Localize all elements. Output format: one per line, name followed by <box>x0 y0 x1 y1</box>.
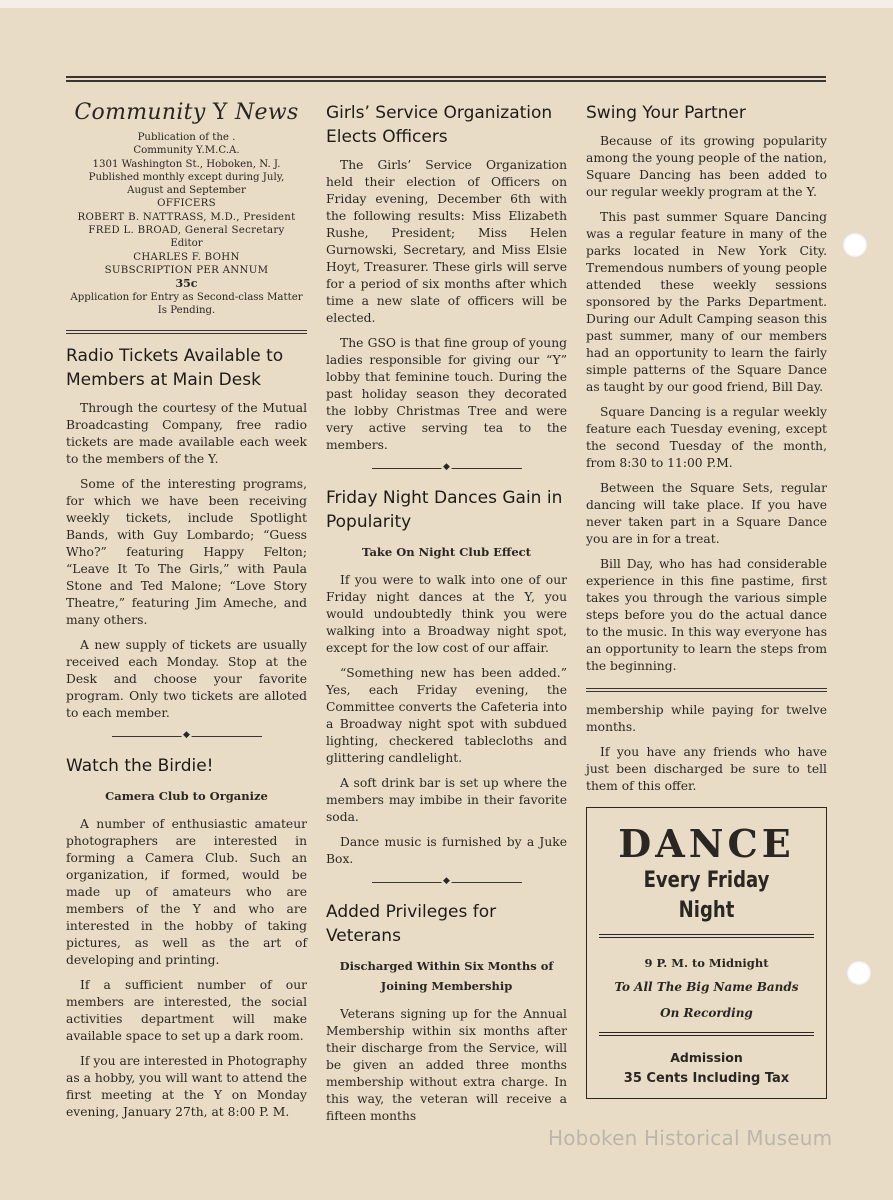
swing-paragraph: Square Dancing is a regular weekly feature each Tuesday evening, except the second Tuesday of the month, from 8:30 to 11:00 P.M. <box>586 405 827 470</box>
veterans-paragraph: Veterans signing up for the Annual Membership within six months after their discharge from the Service, will be given an added three months membership without extra charge. In this way, the veteran will receive a fifteen months <box>326 1007 567 1123</box>
subscription-price: 35c <box>175 277 198 291</box>
binder-hole <box>842 232 868 258</box>
masthead <box>66 99 307 317</box>
swing-paragraph: Because of its growing popularity among the young people of the nation, Square Dancing has been added to our regular weekly program at the Y. <box>586 134 827 199</box>
birdie-paragraph: If a sufficient number of our members are interested, the social activities department will make available space to set up a dark room. <box>66 978 307 1044</box>
masthead-title-news: News <box>234 100 299 125</box>
friday-heading: Friday Night Dances Gain in Popularity <box>326 488 563 532</box>
birdie-paragraph: If you are interested in Photography as a hobby, you will want to attend the first meeting at the Y on Monday evening, January 27th, at 8:00 P. M. <box>66 1054 307 1120</box>
ornament-divider <box>372 878 522 888</box>
masthead-line: Community Y.M.C.A. <box>133 145 240 157</box>
diamond-ornament-icon: ◆ <box>443 462 450 472</box>
ad-recording-line: On Recording <box>660 1006 753 1020</box>
masthead-title-community: Community <box>74 100 206 125</box>
secretary-line: FRED L. BROAD, General Secretary <box>88 225 285 237</box>
masthead-line: August and September <box>127 185 246 197</box>
birdie-heading: Watch the Birdie! <box>66 756 214 777</box>
friday-paragraph: If you were to walk into one of our Friday night dances at the Y, you would undoubtedly think you were walking into a Broadway night spot, except for the low cost of our affair. <box>326 573 567 655</box>
veterans-heading: Added Privileges for Veterans <box>326 902 497 946</box>
ad-bands-line: To All The Big Name Bands <box>614 980 799 994</box>
ad-title: DANCE <box>618 821 795 866</box>
top-double-rule <box>66 76 826 78</box>
friday-paragraph: Dance music is furnished by a Juke Box. <box>326 835 567 866</box>
gso-paragraph: The Girls’ Service Organization held their election of Officers on Friday evening, December 6th with the following results: Miss Elizabeth Rushe, President; Miss Helen Gurnowski, Secretary, and Miss Elsie Hoyt, Treasurer. These girls will serve for a period of six months after which time a new slate of officers will be elected. <box>326 158 567 325</box>
watermark-text: Hoboken Historical Museum <box>548 1126 833 1150</box>
dance-advertisement <box>586 807 827 1099</box>
ad-price: 35 Cents Including Tax <box>623 1071 790 1086</box>
gso-paragraph: The GSO is that fine group of young ladies responsible for giving our “Y” lobby that feminine touch. During the past holiday season they decorated the lobby Christmas Tree and were very active serving tea to the members. <box>326 336 567 452</box>
ad-rule <box>599 934 814 938</box>
section-divider <box>66 330 307 334</box>
ad-admission-label: Admission <box>670 1050 743 1065</box>
officers-heading: OFFICERS <box>157 198 216 210</box>
radio-paragraph: Some of the interesting programs, for which we have been receiving weekly tickets, include Spotlight Bands, with Guy Lombardo; “Guess Who?” featuring Happy Felton; “Leave It To The Girls,” with Paula Stone and Ted Malone; “Love Story Theatre,” featuring Jim Ameche, and many others. <box>66 477 307 628</box>
ornament-divider <box>112 732 262 742</box>
ornament-divider <box>372 464 522 474</box>
column-right <box>586 95 827 1099</box>
ad-time: 9 P. M. to Midnight <box>644 956 769 970</box>
masthead-line: Publication of the . <box>137 132 236 143</box>
masthead-title-y: Y <box>212 100 228 125</box>
masthead-line: 1301 Washington St., Hoboken, N. J. <box>92 158 281 170</box>
ad-rule <box>599 1032 814 1036</box>
swing-paragraph: Between the Square Sets, regular dancing will take place. If you have never taken part in a Square Dance you are in for a treat. <box>586 481 827 546</box>
scan-top-strip <box>0 0 893 8</box>
binder-hole <box>846 960 872 986</box>
subscription-label: SUBSCRIPTION PER ANNUM <box>104 264 269 276</box>
radio-paragraph: A new supply of tickets are usually received each Monday. Stop at the Desk and choose your favorite program. Only two tickets are alloted to each member. <box>66 638 307 721</box>
birdie-paragraph: A number of enthusiastic amateur photographers are interested in forming a Camera Club. Such an organization, if formed, would be made up of amateurs who are members of the Y and who are interested in the hobby of taking pictures, as well as the art of developing and printing. <box>66 817 307 968</box>
column-middle <box>326 95 567 1133</box>
veterans-continued-paragraph: If you have any friends who have just been discharged be sure to tell them of this offer. <box>586 745 827 793</box>
veterans-continued-paragraph: membership while paying for twelve months. <box>586 703 827 734</box>
masthead-title <box>66 99 307 127</box>
ad-subtitle: Every Friday Night <box>643 868 770 923</box>
friday-subheading: Take On Night Club Effect <box>362 545 531 559</box>
swing-paragraph: This past summer Square Dancing was a regular feature in many of the parks located in New York City. Tremendous numbers of young people attended these weekly sessions sponsored by the Parks Department. During our Adult Camping season this past summer, many of our members had an opportunity to learn the fairly simple patterns of the Square Dance as taught by our good friend, Bill Day. <box>586 210 827 394</box>
masthead-line: Published monthly except during July, <box>88 171 285 183</box>
application-note: Application for Entry as Second-class Matter Is Pending. <box>70 291 303 316</box>
swing-paragraph: Bill Day, who has had considerable experience in this fine pastime, first takes you through the various simple steps before you do the actual dance to the music. In this way everyone has an opportunity to learn the steps from the beginning. <box>586 557 827 673</box>
friday-paragraph: “Something new has been added.” Yes, each Friday evening, the Committee converts the Cafeteria into a Broadway night spot with subdued lighting, checkered tablecloths and glittering candlelight. <box>326 666 567 765</box>
swing-heading: Swing Your Partner <box>586 103 746 123</box>
diamond-ornament-icon: ◆ <box>183 730 190 741</box>
column-left <box>66 95 307 1129</box>
editor-label: Editor <box>170 238 203 250</box>
veterans-subheading: Discharged Within Six Months of Joining Membership <box>339 959 554 993</box>
birdie-subheading: Camera Club to Organize <box>105 789 268 804</box>
president-line: ROBERT B. NATTRASS, M.D., President <box>77 211 296 223</box>
radio-paragraph: Through the courtesy of the Mutual Broadcasting Company, free radio tickets are made available each week to the members of the Y. <box>66 401 307 467</box>
gso-heading: Girls’ Service Organization Elects Officers <box>326 103 553 147</box>
section-divider <box>586 688 827 692</box>
friday-paragraph: A soft drink bar is set up where the members may imbibe in their favorite soda. <box>326 776 567 824</box>
radio-heading: Radio Tickets Available to Members at Main Desk <box>66 346 284 391</box>
diamond-ornament-icon: ◆ <box>443 876 450 886</box>
editor-name: CHARLES F. BOHN <box>133 251 240 263</box>
